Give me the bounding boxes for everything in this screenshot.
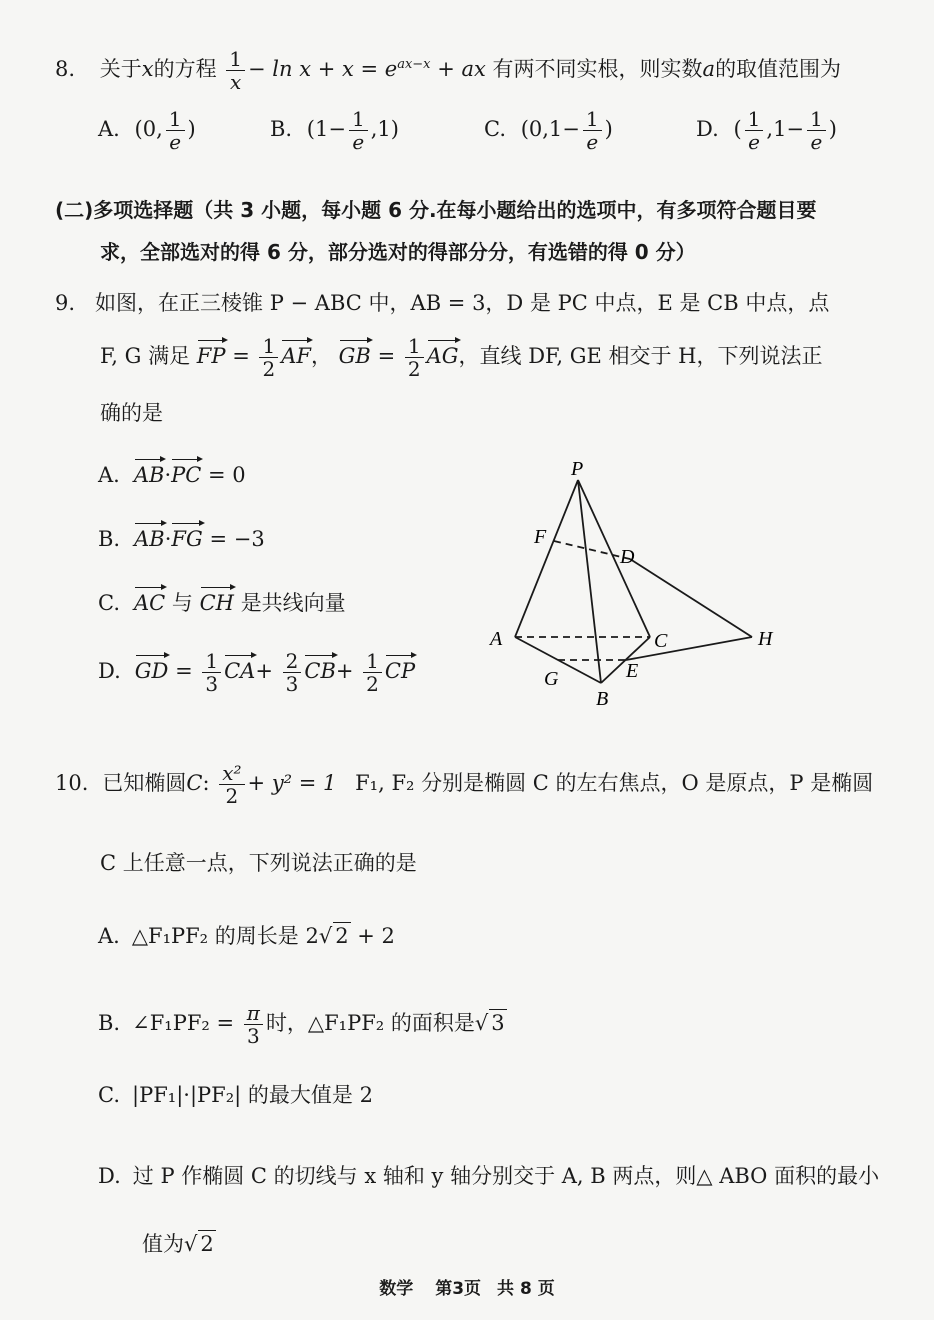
q9-pyramid-figure [480, 455, 790, 715]
section2-header-line2: 求，全部选对的得 6 分，部分选对的得部分分，有选错的得 0 分） [100, 240, 696, 264]
edge-PB [578, 480, 601, 683]
edge-PC [578, 480, 650, 637]
q9-stem-line3: 确的是 [100, 401, 163, 425]
q10-option-d-line2: 值为√ 2 [142, 1232, 214, 1256]
q9-option-b[interactable]: B. AB·FG = −3 [98, 520, 265, 552]
label-D: D [620, 546, 635, 568]
q9-option-d[interactable]: D. GD = $\frac{1}{3}$ CA+ $\frac{2}{3}$ CB+ $\frac{1}{2}$ CP [98, 649, 416, 696]
q10-option-b[interactable]: B. ∠F₁PF₂ = $\frac{\pi}{3}$ 时，△F₁PF₂ 的面积是√ 3 [98, 1001, 505, 1048]
label-P: P [571, 458, 584, 480]
edge-DH [630, 559, 752, 637]
footer-page: 第3页 [435, 1279, 482, 1299]
edge-EH [626, 637, 752, 660]
q9-option-c[interactable]: C. AC 与 CH 是共线向量 [98, 584, 346, 616]
label-B: B [596, 688, 609, 710]
q8-option-d[interactable]: D. ( $\frac{1}{e}$ ,1− $\frac{1}{e}$ ) [696, 107, 837, 154]
q8-option-b[interactable]: B. (1− $\frac{1}{e}$ ,1) [270, 107, 399, 154]
q10-option-d-line1[interactable]: D. 过 P 作椭圆 C 的切线与 x 轴和 y 轴分别交于 A, B 两点，则△ ABO 面积的最小 [98, 1164, 880, 1188]
label-G: G [544, 668, 559, 690]
q8-option-a[interactable]: A. (0, $\frac{1}{e}$ ) [98, 107, 196, 154]
q10-option-a[interactable]: A. △F₁PF₂ 的周长是 2√ 2 + 2 [98, 924, 395, 948]
q10-stem-line1: 10. 已知椭圆C: $\frac{\text{x²}}{2}$ + y² = 1 F₁, F₂ 分别是椭圆 C 的左右焦点，O 是原点，P 是椭圆 [55, 761, 874, 808]
footer-total: 共 8 页 [497, 1279, 555, 1299]
q10-stem-line2: C 上任意一点，下列说法正确的是 [100, 851, 417, 875]
q9-option-a[interactable]: A. AB·PC = 0 [98, 456, 246, 488]
footer-subject: 数学 [379, 1279, 414, 1299]
q10-option-c[interactable]: C. |PF₁|·|PF₂| 的最大值是 2 [98, 1083, 373, 1107]
q8-stem: 8. 关于x的方程 $\frac{1}{x}$ − $\ln x + x = e^{ax-x}$ + ax 有两不同实根，则实数a的取值范围为 [55, 47, 842, 94]
q8-number: 8. [55, 57, 76, 81]
edge-FD-hidden [554, 541, 630, 559]
q9-stem-line1: 9. 如图，在正三棱锥 P − ABC 中，AB = 3，D 是 PC 中点，E 是 CB 中点，点 [55, 291, 830, 315]
label-A: A [490, 628, 503, 650]
q8-fraction: $\frac{1}{x}$ [226, 48, 245, 93]
section2-header-line1: (二)多项选择题（共 3 小题，每小题 6 分.在每小题给出的选项中，有多项符合题目要 [55, 198, 817, 222]
q8-option-c[interactable]: C. (0,1− $\frac{1}{e}$ ) [484, 107, 613, 154]
label-H: H [758, 628, 773, 650]
label-F: F [534, 526, 547, 548]
page-footer [0, 1274, 934, 1299]
label-E: E [626, 660, 639, 682]
label-C: C [654, 630, 668, 652]
q9-stem-line2: F, G 满足 FP = $\frac{1}{2}$ AF， GB = $\frac{1}{2}$ AG，直线 DF, GE 相交于 H，下列说法正 [100, 334, 823, 381]
edge-PA [515, 480, 578, 637]
